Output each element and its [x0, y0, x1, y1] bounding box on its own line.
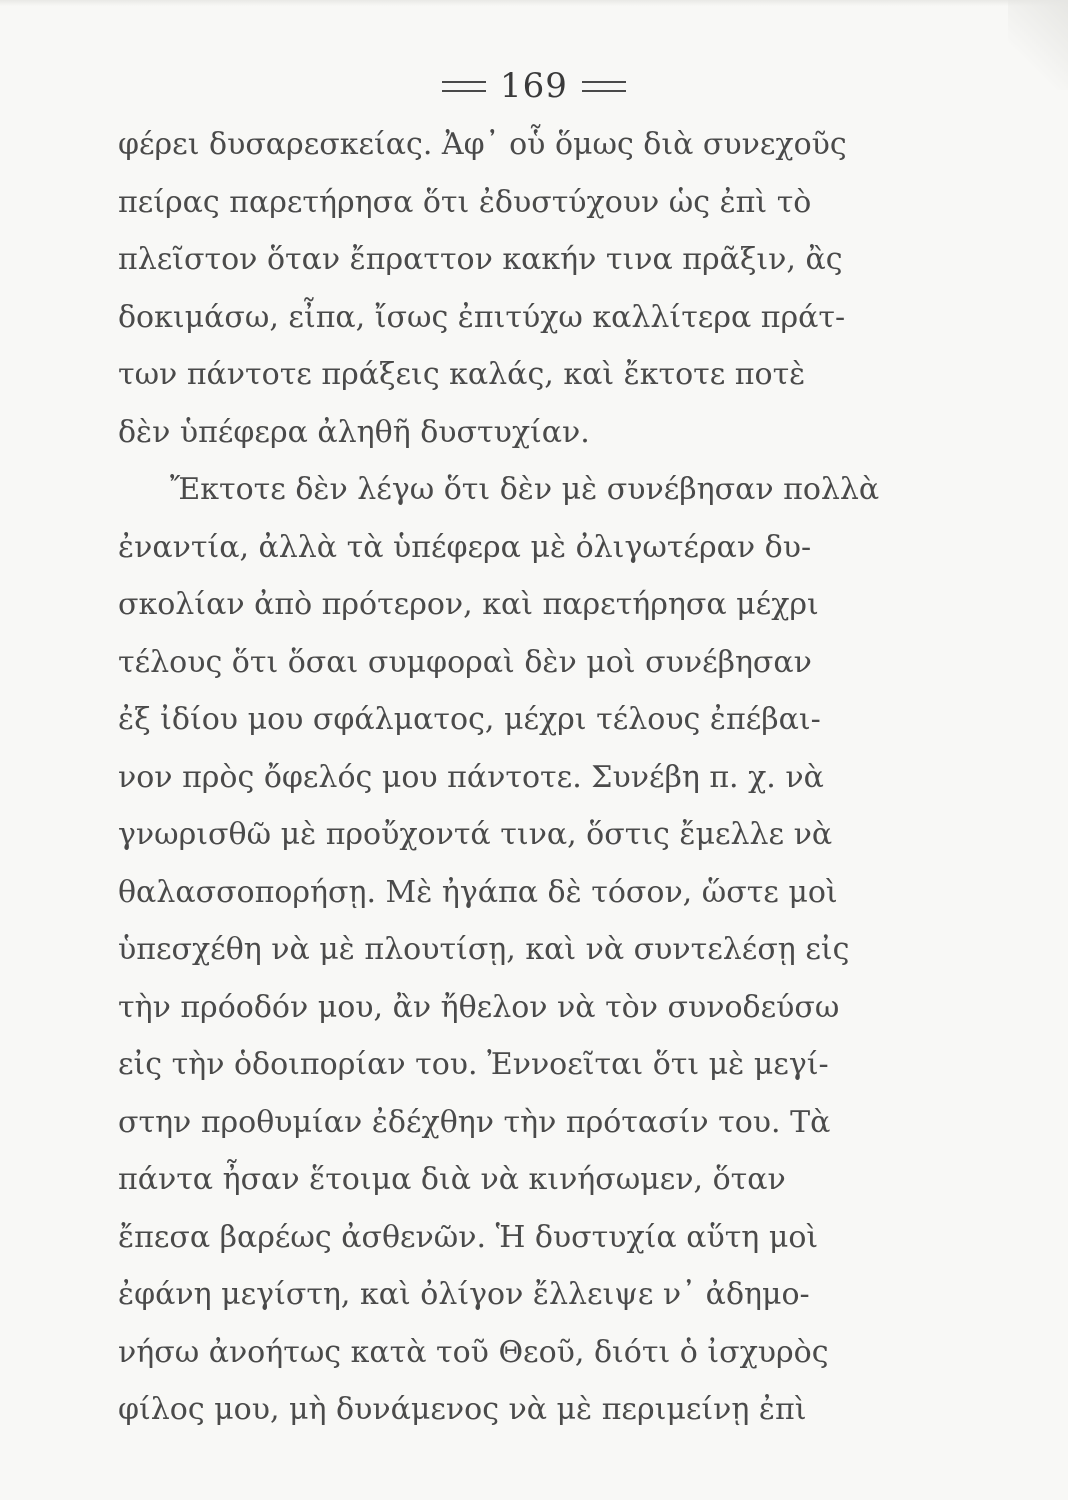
header-rule-left — [442, 81, 486, 92]
text-line-1: φέρει δυσαρεσκείας. Ἀφ᾽ οὗ ὅμως διὰ συνεχοῦς — [118, 127, 847, 162]
page-top-edge — [0, 0, 1068, 6]
text-line-16: τὴν πρόοδόν μου, ἂν ἤθελον νὰ τὸν συνοδεύσω — [118, 989, 840, 1025]
header-rule-right — [582, 81, 626, 92]
text-line-20: ἔπεσα βαρέως ἀσθενῶν. Ἡ δυστυχία αὕτη μοὶ — [118, 1219, 819, 1255]
page-number: 169 — [500, 66, 568, 106]
text-line-2: πείρας παρετήρησα ὅτι ἐδυστύχουν ὡς ἐπὶ τὸ — [118, 184, 812, 220]
text-line-15: ὑπεσχέθη νὰ μὲ πλουτίσῃ, καὶ νὰ συντελέσῃ εἰς — [118, 932, 850, 967]
text-line-11: ἐξ ἰδίου μου σφάλματος, μέχρι τέλους ἐπέβαι- — [118, 702, 821, 737]
text-line-12: νον πρὸς ὄφελός μου πάντοτε. Συνέβη π. χ. νὰ — [118, 759, 824, 795]
text-line-8: ἐναντία, ἀλλὰ τὰ ὑπέφερα μὲ ὀλιγωτέραν δυ- — [118, 529, 812, 565]
text-line-13: γνωρισθῶ μὲ προὔχοντά τινα, ὅστις ἔμελλε νὰ — [118, 817, 833, 852]
text-line-23: φίλος μου, μὴ δυνάμενος νὰ μὲ περιμείνῃ ἐπὶ — [118, 1392, 807, 1427]
body-text — [118, 116, 884, 1439]
text-line-19: πάντα ἦσαν ἕτοιμα διὰ νὰ κινήσωμεν, ὅταν — [118, 1162, 786, 1197]
text-line-21: ἐφάνη μεγίστη, καὶ ὀλίγον ἔλλειψε ν᾽ ἀδημο- — [118, 1277, 810, 1312]
text-line-4: δοκιμάσω, εἶπα, ἴσως ἐπιτύχω καλλίτερα πράτ- — [118, 299, 846, 335]
text-line-5: των πάντοτε πράξεις καλάς, καὶ ἔκτοτε ποτὲ — [118, 357, 806, 392]
text-line-18: στην προθυμίαν ἐδέχθην τὴν πρότασίν του. Τὰ — [118, 1104, 831, 1140]
text-line-9: σκολίαν ἀπὸ πρότερον, καὶ παρετήρησα μέχρι — [118, 587, 819, 622]
text-line-17: εἰς τὴν ὁδοιπορίαν του. Ἐννοεῖται ὅτι μὲ μεγί- — [118, 1047, 829, 1082]
text-line-10: τέλους ὅτι ὅσαι συμφοραὶ δὲν μοὶ συνέβησαν — [118, 644, 812, 680]
text-line-7-paragraph-start: Ἔκτοτε δὲν λέγω ὅτι δὲν μὲ συνέβησαν πολλὰ — [170, 472, 880, 507]
text-line-22: νήσω ἀνοήτως κατὰ τοῦ Θεοῦ, διότι ὁ ἰσχυρὸς — [118, 1334, 829, 1370]
text-line-14: θαλασσοπορήσῃ. Μὲ ἠγάπα δὲ τόσον, ὥστε μοὶ — [118, 874, 838, 910]
page-header — [0, 64, 1068, 106]
text-line-6: δὲν ὑπέφερα ἀληθῆ δυστυχίαν. — [118, 414, 590, 450]
text-line-3: πλεῖστον ὅταν ἔπραττον κακήν τινα πρᾶξιν, ἂς — [118, 242, 843, 277]
